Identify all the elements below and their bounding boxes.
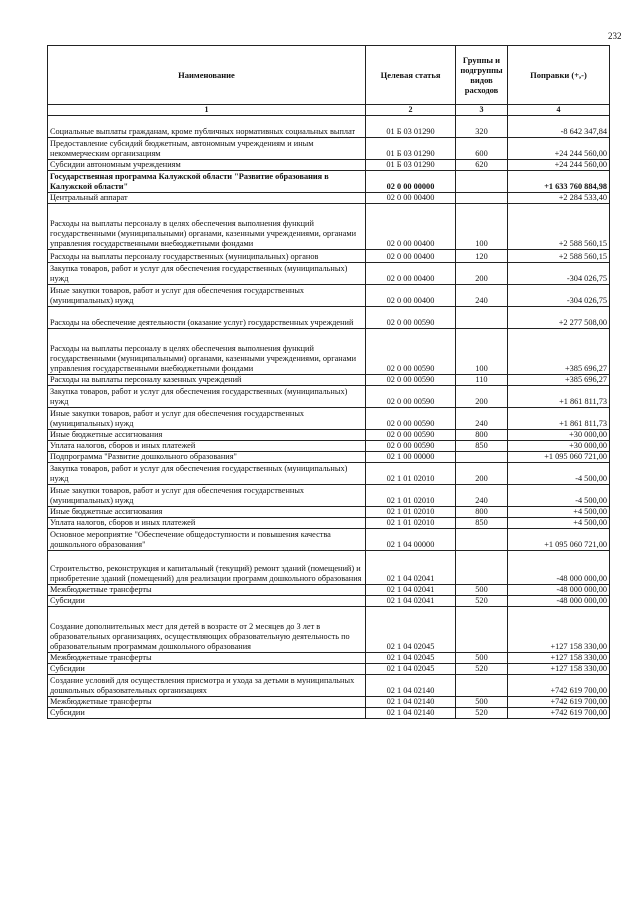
row-expense-group [456, 550, 508, 584]
row-name: Создание условий для осуществления присмотра и ухода за детьми в муниципальных дошкольных образовательных организациях [48, 674, 366, 696]
table-row [48, 115, 610, 137]
row-expense-group: 500 [456, 696, 508, 707]
row-amendment: +2 588 560,15 [508, 203, 610, 249]
row-amendment: +385 696,27 [508, 328, 610, 374]
row-amendment: +2 588 560,15 [508, 249, 610, 262]
header-target-article: Целевая статья [366, 46, 456, 105]
row-name: Субсидии [48, 663, 366, 674]
row-name: Подпрограмма "Развитие дошкольного образования" [48, 451, 366, 462]
page-number: 232 [608, 31, 622, 41]
row-amendment: -8 642 347,84 [508, 115, 610, 137]
row-name: Межбюджетные трансферты [48, 584, 366, 595]
row-expense-group: 600 [456, 137, 508, 159]
row-expense-group: 240 [456, 484, 508, 506]
row-target-article: 02 0 00 00400 [366, 249, 456, 262]
table-row [48, 584, 610, 595]
row-expense-group: 520 [456, 663, 508, 674]
table-row [48, 440, 610, 451]
col-number: 3 [456, 105, 508, 116]
row-amendment: +1 861 811,73 [508, 385, 610, 407]
row-name: Расходы на выплаты персоналу в целях обеспечения выполнения функций государственными (муниципальными) органами, казенными учреждениями, органами управления государственными внебюджетными фондами [48, 328, 366, 374]
row-name: Закупка товаров, работ и услуг для обеспечения государственных (муниципальных) нужд [48, 462, 366, 484]
table-row [48, 137, 610, 159]
row-amendment: -48 000 000,00 [508, 584, 610, 595]
row-name: Расходы на выплаты персоналу казенных учреждений [48, 374, 366, 385]
table-row [48, 462, 610, 484]
row-name: Расходы на выплаты персоналу в целях обеспечения выполнения функций государственными (муниципальными) органами, казенными учреждениями, органами управления государственными внебюджетными фондами [48, 203, 366, 249]
row-target-article: 02 1 04 02140 [366, 674, 456, 696]
row-target-article: 02 1 04 02140 [366, 696, 456, 707]
row-target-article: 02 1 04 02045 [366, 652, 456, 663]
table-row [48, 203, 610, 249]
row-expense-group: 240 [456, 407, 508, 429]
row-amendment: +30 000,00 [508, 429, 610, 440]
row-expense-group [456, 192, 508, 203]
row-expense-group: 850 [456, 440, 508, 451]
row-amendment: -4 500,00 [508, 484, 610, 506]
table-row [48, 262, 610, 284]
row-amendment: +4 500,00 [508, 517, 610, 528]
table-row [48, 429, 610, 440]
table-row [48, 374, 610, 385]
row-target-article: 02 0 00 00590 [366, 306, 456, 328]
row-name: Основное мероприятие "Обеспечение общедоступности и повышения качества дошкольного образования" [48, 528, 366, 550]
row-amendment: +2 284 533,40 [508, 192, 610, 203]
row-amendment: -48 000 000,00 [508, 595, 610, 606]
header-amendments: Поправки (+,-) [508, 46, 610, 105]
row-name: Иные закупки товаров, работ и услуг для обеспечения государственных (муниципальных) нужд [48, 284, 366, 306]
row-expense-group: 200 [456, 385, 508, 407]
row-amendment: +24 244 560,00 [508, 159, 610, 170]
col-number: 1 [48, 105, 366, 116]
row-amendment: +385 696,27 [508, 374, 610, 385]
table-row [48, 159, 610, 170]
row-expense-group [456, 606, 508, 652]
row-name: Социальные выплаты гражданам, кроме публичных нормативных социальных выплат [48, 115, 366, 137]
row-amendment: +4 500,00 [508, 506, 610, 517]
row-name: Межбюджетные трансферты [48, 696, 366, 707]
row-expense-group: 320 [456, 115, 508, 137]
row-amendment: +24 244 560,00 [508, 137, 610, 159]
row-expense-group: 850 [456, 517, 508, 528]
table-row [48, 663, 610, 674]
row-target-article: 02 1 01 02010 [366, 484, 456, 506]
row-amendment: +127 158 330,00 [508, 652, 610, 663]
row-amendment: +1 633 760 884,98 [508, 170, 610, 192]
row-target-article: 02 0 00 00400 [366, 203, 456, 249]
row-amendment: -48 000 000,00 [508, 550, 610, 584]
row-amendment: +2 277 508,00 [508, 306, 610, 328]
header-name: Наименование [48, 46, 366, 105]
row-expense-group [456, 528, 508, 550]
table-row [48, 652, 610, 663]
row-target-article: 02 0 00 00590 [366, 374, 456, 385]
row-amendment: -304 026,75 [508, 284, 610, 306]
header-expense-groups: Группы и подгруппы видов расходов [456, 46, 508, 105]
row-target-article: 02 1 04 02045 [366, 606, 456, 652]
row-target-article: 02 0 00 00590 [366, 328, 456, 374]
table-row [48, 528, 610, 550]
row-target-article: 02 0 00 00590 [366, 429, 456, 440]
table-row [48, 674, 610, 696]
col-number: 4 [508, 105, 610, 116]
row-expense-group: 200 [456, 262, 508, 284]
row-amendment: +127 158 330,00 [508, 663, 610, 674]
table-row [48, 506, 610, 517]
row-name: Субсидии [48, 707, 366, 718]
row-amendment: +127 158 330,00 [508, 606, 610, 652]
row-name: Уплата налогов, сборов и иных платежей [48, 440, 366, 451]
table-row [48, 550, 610, 584]
row-name: Расходы на обеспечение деятельности (оказание услуг) государственных учреждений [48, 306, 366, 328]
row-expense-group: 100 [456, 328, 508, 374]
row-amendment: +742 619 700,00 [508, 674, 610, 696]
row-name: Закупка товаров, работ и услуг для обеспечения государственных (муниципальных) нужд [48, 385, 366, 407]
table-row [48, 484, 610, 506]
row-target-article: 02 1 04 02041 [366, 550, 456, 584]
row-expense-group: 120 [456, 249, 508, 262]
table-row [48, 306, 610, 328]
table-row [48, 517, 610, 528]
row-target-article: 02 0 00 00590 [366, 407, 456, 429]
row-amendment: +742 619 700,00 [508, 707, 610, 718]
row-name: Иные закупки товаров, работ и услуг для обеспечения государственных (муниципальных) нужд [48, 407, 366, 429]
row-target-article: 02 0 00 00000 [366, 170, 456, 192]
row-name: Иные бюджетные ассигнования [48, 506, 366, 517]
row-name: Расходы на выплаты персоналу государственных (муниципальных) органов [48, 249, 366, 262]
row-name: Межбюджетные трансферты [48, 652, 366, 663]
row-target-article: 02 1 04 02140 [366, 707, 456, 718]
row-name: Иные бюджетные ассигнования [48, 429, 366, 440]
row-name: Строительство, реконструкция и капитальный (текущий) ремонт зданий (помещений) и приобретение зданий (помещений) для реализации программ дошкольного образования [48, 550, 366, 584]
row-target-article: 02 1 01 02010 [366, 517, 456, 528]
row-expense-group [456, 451, 508, 462]
row-name: Субсидии [48, 595, 366, 606]
row-expense-group [456, 170, 508, 192]
row-expense-group: 500 [456, 584, 508, 595]
row-expense-group: 520 [456, 707, 508, 718]
row-amendment: +1 095 060 721,00 [508, 528, 610, 550]
row-amendment: +742 619 700,00 [508, 696, 610, 707]
table-row [48, 595, 610, 606]
row-expense-group: 520 [456, 595, 508, 606]
row-target-article: 02 1 04 02041 [366, 584, 456, 595]
row-name: Предоставление субсидий бюджетным, автономным учреждениям и иным некоммерческим организациям [48, 137, 366, 159]
row-amendment: +1 095 060 721,00 [508, 451, 610, 462]
table-row [48, 170, 610, 192]
row-expense-group [456, 306, 508, 328]
row-expense-group: 800 [456, 506, 508, 517]
row-target-article: 02 0 00 00400 [366, 192, 456, 203]
row-name: Государственная программа Калужской области "Развитие образования в Калужской области" [48, 170, 366, 192]
row-expense-group: 240 [456, 284, 508, 306]
row-target-article: 01 Б 03 01290 [366, 137, 456, 159]
row-amendment: +1 861 811,73 [508, 407, 610, 429]
row-name: Закупка товаров, работ и услуг для обеспечения государственных (муниципальных) нужд [48, 262, 366, 284]
row-expense-group: 110 [456, 374, 508, 385]
table-row [48, 192, 610, 203]
row-amendment: -4 500,00 [508, 462, 610, 484]
row-name: Субсидии автономным учреждениям [48, 159, 366, 170]
row-target-article: 02 1 04 00000 [366, 528, 456, 550]
row-amendment: -304 026,75 [508, 262, 610, 284]
row-expense-group: 800 [456, 429, 508, 440]
row-name: Иные закупки товаров, работ и услуг для обеспечения государственных (муниципальных) нужд [48, 484, 366, 506]
row-target-article: 02 1 04 02045 [366, 663, 456, 674]
row-expense-group: 200 [456, 462, 508, 484]
table-row [48, 407, 610, 429]
row-expense-group: 100 [456, 203, 508, 249]
row-target-article: 02 0 00 00590 [366, 440, 456, 451]
table-row [48, 385, 610, 407]
row-amendment: +30 000,00 [508, 440, 610, 451]
budget-amendments-table [47, 45, 610, 719]
row-target-article: 02 0 00 00590 [366, 385, 456, 407]
table-row [48, 249, 610, 262]
table-row [48, 284, 610, 306]
row-target-article: 02 1 00 00000 [366, 451, 456, 462]
row-target-article: 01 Б 03 01290 [366, 159, 456, 170]
row-target-article: 02 1 01 02010 [366, 506, 456, 517]
row-target-article: 02 0 00 00400 [366, 284, 456, 306]
row-name: Центральный аппарат [48, 192, 366, 203]
row-target-article: 01 Б 03 01290 [366, 115, 456, 137]
row-target-article: 02 1 04 02041 [366, 595, 456, 606]
row-expense-group: 620 [456, 159, 508, 170]
row-name: Создание дополнительных мест для детей в возрасте от 2 месяцев до 3 лет в образовательных организациях, осуществляющих образовательную деятельность по образовательным программам дошкольного образования [48, 606, 366, 652]
table-row [48, 328, 610, 374]
table-row [48, 606, 610, 652]
row-expense-group [456, 674, 508, 696]
row-name: Уплата налогов, сборов и иных платежей [48, 517, 366, 528]
row-target-article: 02 1 01 02010 [366, 462, 456, 484]
table-row [48, 451, 610, 462]
row-target-article: 02 0 00 00400 [366, 262, 456, 284]
row-expense-group: 500 [456, 652, 508, 663]
col-number: 2 [366, 105, 456, 116]
table-row [48, 696, 610, 707]
table-row [48, 707, 610, 718]
